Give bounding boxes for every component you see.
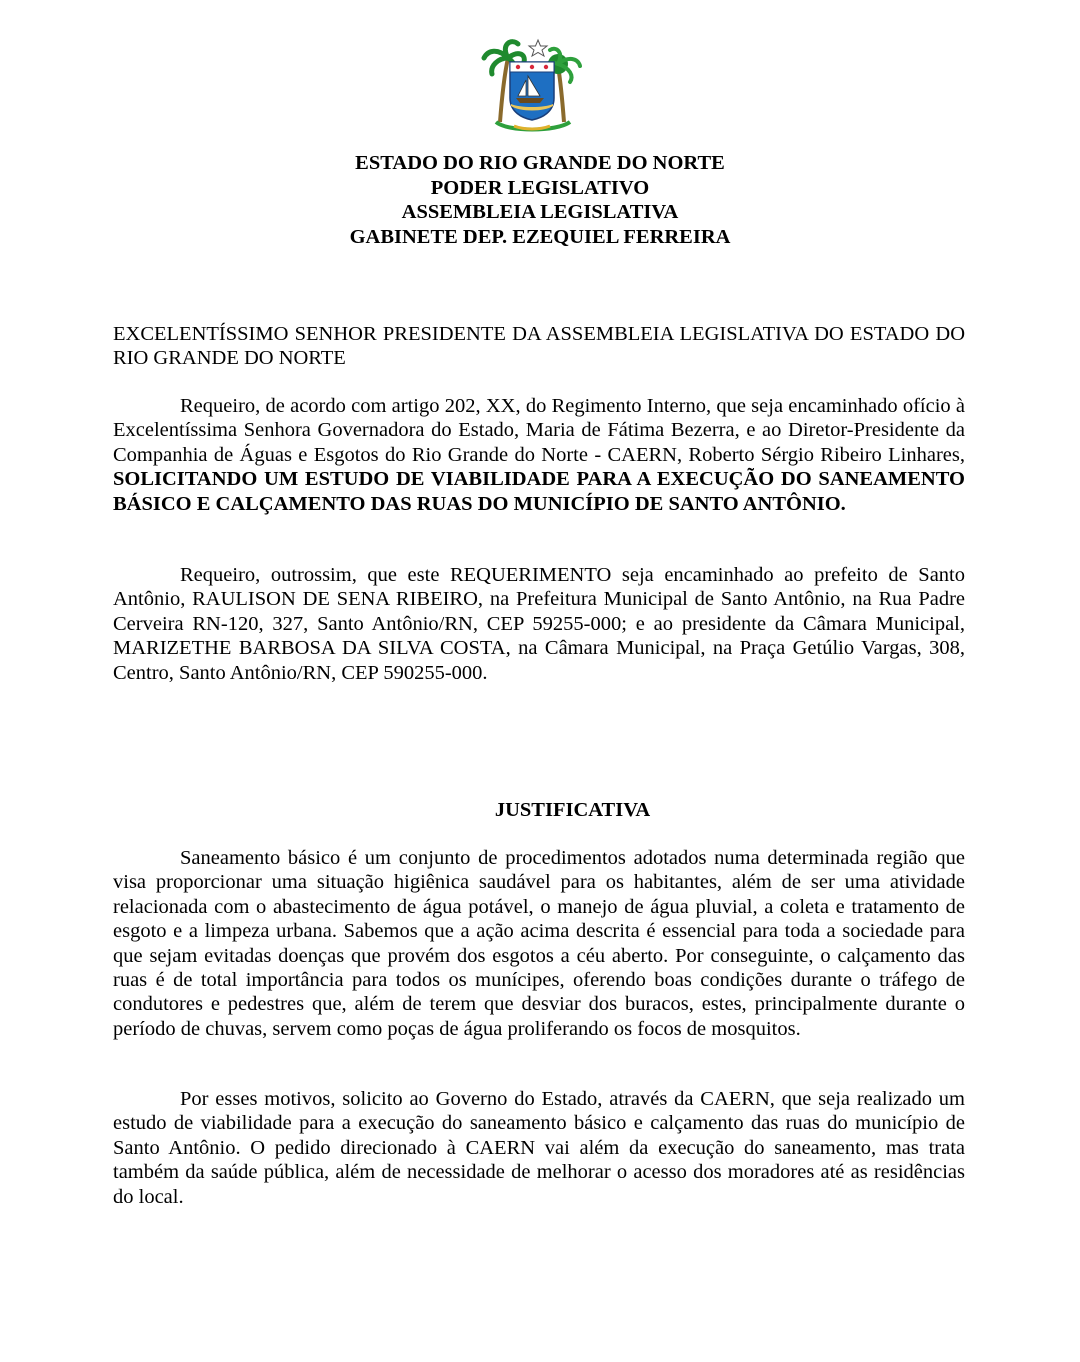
header-branch: PODER LEGISLATIVO — [430, 176, 650, 199]
request-paragraph — [113, 394, 965, 516]
state-coat-of-arms-icon — [478, 36, 586, 132]
request-subject: SOLICITANDO UM ESTUDO DE VIABILIDADE PARA A EXECUÇÃO DO SANEAMENTO BÁSICO E CALÇAMENTO DAS RUAS DO MUNICÍPIO DE SANTO ANTÔNIO. — [113, 468, 965, 515]
justification-paragraph-1: Saneamento básico é um conjunto de procedimentos adotados numa determinada região que visa proporcionar uma situação higiênica saudável para os habitantes, além de ser uma atividade relacionada com o abastecimento de água potável, o manejo de água pluvial, a coleta e tratamento de esgoto e a limpeza urbana. Sabemos que a ação acima descrita é essencial para toda a sociedade para que sejam evitadas doenças que provém dos esgotos a céu aberto. Por conseguinte, o calçamento das ruas é de total importância para todos os munícipes, oferendo boas condições durante o tráfego de condutores e pedestres que, além de terem que desviar dos buracos, estes, principalmente durante o período de chuvas, servem como poças de água proliferando os focos de mosquitos. — [113, 847, 965, 1040]
justification-paragraph-2: Por esses motivos, solicito ao Governo do Estado, através da CAERN, que seja realizado um estudo de viabilidade para a execução do saneamento básico e calçamento das ruas do município de Santo Antônio. O pedido direcionado à CAERN vai além da execução do saneamento, mas trata também da saúde pública, além de necessidade de melhorar o acesso dos moradores até as residências do local. — [113, 1088, 965, 1208]
addressee: EXCELENTÍSSIMO SENHOR PRESIDENTE DA ASSEMBLEIA LEGISLATIVA DO ESTADO DO RIO GRANDE DO NORTE — [113, 323, 965, 370]
header-office: GABINETE DEP. EZEQUIEL FERREIRA — [349, 225, 731, 248]
request-text: Requeiro, de acordo com artigo 202, XX, do Regimento Interno, que seja encaminhado ofício à Excelentíssima Senhora Governadora do Estado, Maria de Fátima Bezerra, e ao Diretor-Presidente da Companhia de Águas e Esgotos do Rio Grande do Norte - CAERN, Roberto Sérgio Ribeiro Linhares, — [113, 395, 965, 466]
document-header — [0, 151, 1080, 249]
header-state: ESTADO DO RIO GRANDE DO NORTE — [355, 152, 725, 174]
forwarding-paragraph: Requeiro, outrossim, que este REQUERIMENTO seja encaminhado ao prefeito de Santo Antônio, RAULISON DE SENA RIBEIRO, na Prefeitura Municipal de Santo Antônio, na Rua Padre Cerveira RN-120, 327, Santo Antônio/RN, CEP 59255-000; e ao presidente da Câmara Municipal, MARIZETHE BARBOSA DA SILVA COSTA, na Câmara Municipal, na Praça Getúlio Vargas, 308, Centro, Santo Antônio/RN, CEP 590255-000. — [113, 564, 965, 684]
header-assembly: ASSEMBLEIA LEGISLATIVA — [401, 201, 679, 224]
justification-title: JUSTIFICATIVA — [494, 799, 651, 821]
